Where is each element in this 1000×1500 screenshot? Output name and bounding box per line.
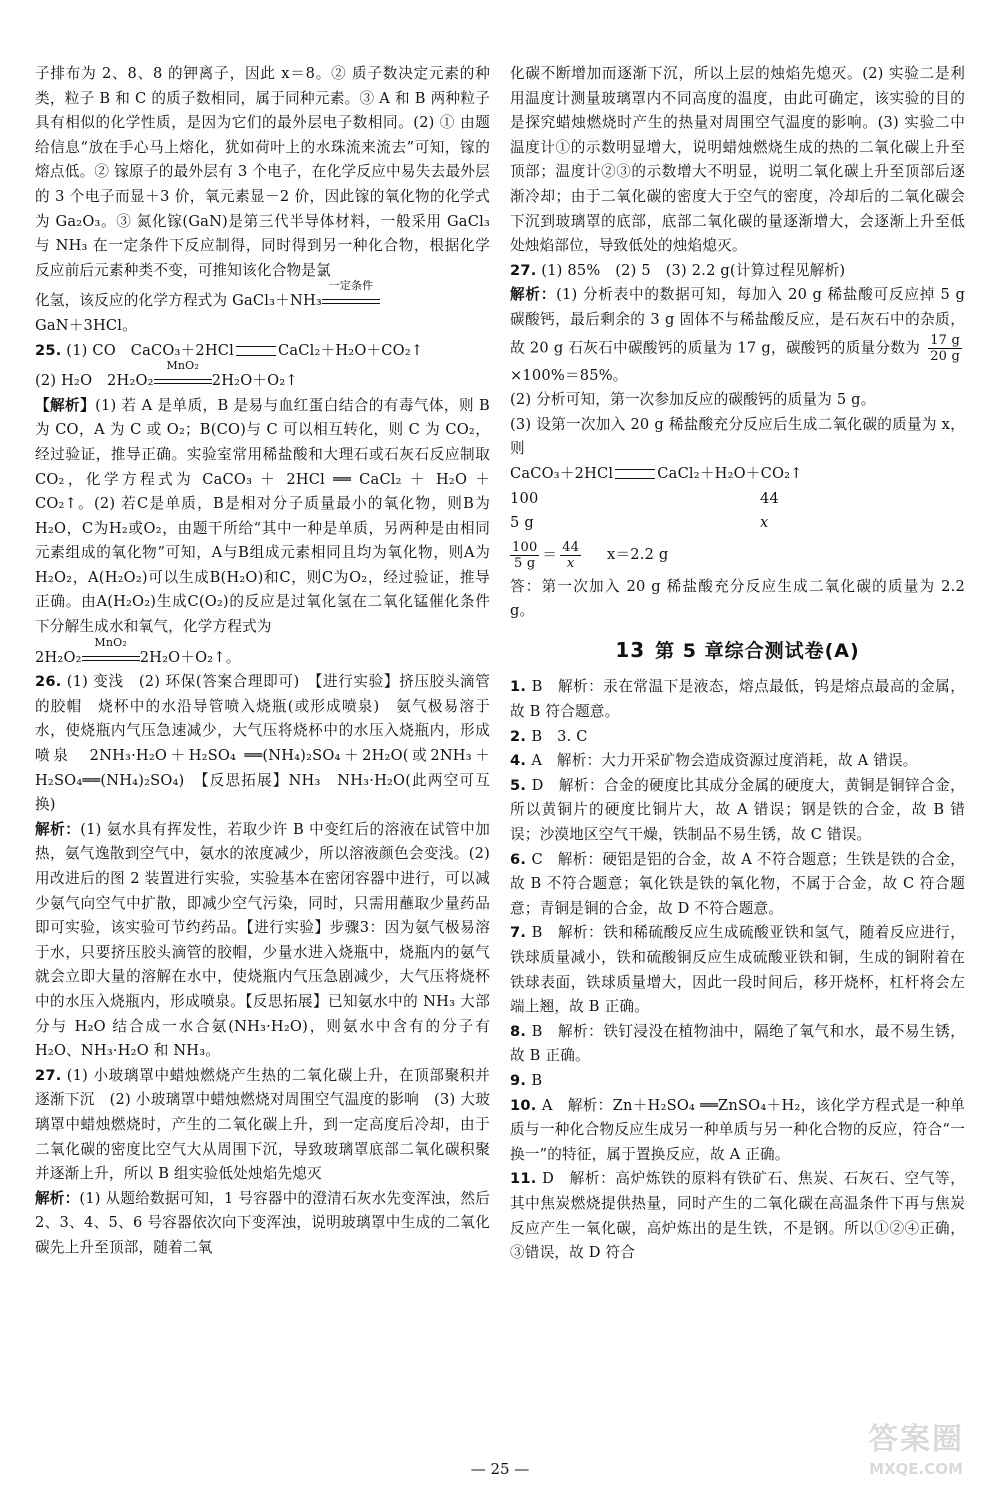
answer-line bbox=[35, 359, 490, 394]
condition-label: MnO₂ bbox=[94, 635, 127, 649]
question-number: 5. bbox=[510, 776, 532, 794]
proportion-line: $\frac{100}{5 g}$ ＝ $\frac{44}{x}$ x＝2.2 g bbox=[512, 539, 669, 571]
answer-text: A 解析：大力开采矿物会造成资源过度消耗，故 A 错误。 bbox=[531, 752, 918, 770]
answer-text: B 3. C bbox=[531, 727, 588, 745]
list-item bbox=[510, 848, 965, 922]
explanation-text: (2) 分析可知，第一次参加反应的碳酸钙的质量为 5 g。 bbox=[510, 391, 876, 409]
list-item bbox=[510, 1167, 965, 1265]
answer-text: B 解析：铁和稀硫酸反应生成硫酸亚铁和氢气，随着反应进行，铁球质量减小，铁和硫酸铜反应生成硫酸亚铁和铜，生成的铜附着在铁球表面，铁球质量增大，因此一段时间后，移开烧杯，杠杆将会左端上翘，故 B 正确。 bbox=[510, 924, 965, 1016]
answer-text: A 解析：Zn＋H₂SO₄ ══ZnSO₄＋H₂，该化学方程式是一种单质与一种化合物反应生成另一种单质与另一种化合物的反应，符合“一换一”的特征，属于置换反应，故 A 正确。 bbox=[510, 1096, 966, 1163]
list-item bbox=[510, 675, 965, 724]
explanation-label: 【解析】 bbox=[35, 396, 96, 414]
section-number: 13 bbox=[615, 637, 646, 662]
explanation-text: (1) 分析表中的数据可知，每加入 20 g 稀盐酸可反应掉 5 g 碳酸钙，最后剩余的 3 g 固体不与稀盐酸反应，是石灰石中的杂质，故 20 g 石灰石中碳酸钙的质量为 17 g，碳酸钙的质量分数为 bbox=[510, 286, 965, 357]
mass-row bbox=[510, 511, 965, 536]
result-text: x＝2.2 g bbox=[607, 546, 669, 564]
mass-row bbox=[510, 487, 965, 512]
left-column bbox=[35, 62, 490, 1261]
question-number: 2. bbox=[510, 727, 532, 745]
watermark-text: 答案圈 bbox=[868, 1422, 964, 1457]
mass-value: 100 bbox=[510, 489, 539, 507]
explanation-label: 解析： bbox=[35, 820, 81, 838]
condition-arrow bbox=[322, 279, 380, 308]
answer-text: B bbox=[531, 1071, 543, 1089]
question-number: 25. bbox=[35, 341, 62, 359]
right-column bbox=[510, 62, 965, 1266]
fraction bbox=[510, 540, 539, 571]
answer-list bbox=[510, 675, 965, 1265]
answer-paragraph: 化碳不断增加而逐渐下沉，所以上层的烛焰先熄灭。(2) 实验二是利用温度计测量玻璃罩内不同高度的温度，由此可确定，该实验的目的是探究蜡烛燃烧时产生的热量对周围空气温度的影响。(3) 实验二中温度计①的示数明显增大，说明蜡烛燃烧生成的热的二氧化碳上升至顶部；温度计②③的示数增大不明显，说明二氧化碳上升至顶部后逐渐冷却；由于二氧化碳的密度大于空气的密度，冷却后的二氧化碳会下沉到玻璃罩的底部，底部二氧化碳的量逐渐增大，会逐渐上升至低处烛焰部位，导致低处的烛焰熄灭。 bbox=[510, 65, 965, 255]
question-number: 4. bbox=[510, 752, 532, 770]
condition-label: MnO₂ bbox=[166, 359, 200, 373]
list-item bbox=[510, 749, 965, 774]
equation-line bbox=[35, 279, 490, 314]
question-number: 7. bbox=[510, 924, 532, 942]
explanation-label: 解析： bbox=[510, 286, 557, 304]
condition-arrow bbox=[82, 635, 140, 665]
question-number: 9. bbox=[510, 1071, 532, 1089]
section-heading bbox=[510, 638, 965, 664]
answer-statement: 答：第一次加入 20 g 稀盐酸充分反应生成二氧化碳的质量为 2.2 g。 bbox=[510, 577, 965, 620]
answer-text: (1) 小玻璃罩中蜡烛燃烧产生热的二氧化碳上升，在顶部聚积并逐渐下沉 (2) 小玻璃罩中蜡烛燃烧对周围空气温度的影响 (3) 大玻璃罩中蜡烛燃烧时，产生的二氧化碳上升，到一定高度后冷却，由于二氧化碳的密度比空气大从周围下沉，导致玻璃罩底部二氧化碳积聚并逐渐上升，所以 B 组实验低处烛焰先熄灭 bbox=[35, 1066, 490, 1183]
equals-sign bbox=[236, 346, 276, 356]
watermark-logo bbox=[850, 1420, 982, 1492]
explanation bbox=[35, 1187, 490, 1261]
fraction-denominator: x bbox=[566, 555, 575, 571]
answer-text: (1) 变浅 (2) 环保(答案合理即可) 【进行实验】挤压胶头滴管的胶帽 烧杯中的水沿导管喷入烧瓶(或形成喷泉) 氨气极易溶于水，使烧瓶内气压急速减少，大气压将烧杯中的水压入烧瓶内，形成喷泉 2NH₃·H₂O＋H₂SO₄ ══(NH₄)₂SO₄＋2H₂O(或2NH₃＋H₂SO₄══(NH₄)₂SO₄) 【反思拓展】NH₃ NH₃·H₂O(此两空可互换) bbox=[35, 673, 490, 814]
condition-arrow bbox=[154, 359, 212, 388]
explanation bbox=[35, 818, 490, 1064]
explanation-text: (1) 氨水具有挥发性，若取少许 B 中变红后的溶液在试管中加热，氨气逸散到空气中，氨水的浓度减少，所以溶液颜色会变浅。(2) 用改进后的图 2 装置进行实验，实验基本在密闭容器中进行，可以减少氨气向空气中扩散，即减少空气污染，同时，只需用蘸取少量药品即可实验，该实验可节约药品。【进行实验】步骤3：因为氨气极易溶于水，只要挤压胶头滴管的胶帽，少量水进入烧瓶中，烧瓶内的氨气就会立即大量的溶解在水中，使烧瓶内气压急剧减少，大气压将烧杯中的水压入烧瓶内，形成喷泉。【反思拓展】已知氨水中的 NH₃ 大部分与 H₂O 结合成一水合氨(NH₃·H₂O)，则氨水中含有的分子有 H₂O、NH₃·H₂O 和 NH₃。 bbox=[35, 820, 490, 1060]
fraction-numerator: 100 bbox=[512, 539, 538, 555]
question-27b bbox=[510, 259, 965, 284]
mass-value: x bbox=[760, 514, 769, 532]
fraction bbox=[928, 333, 962, 364]
answer-text: CaCl₂＋H₂O＋CO₂↑ bbox=[278, 341, 424, 359]
equation-line bbox=[510, 462, 965, 487]
page-number: — 25 — bbox=[470, 1460, 530, 1478]
list-item bbox=[510, 1094, 965, 1168]
explanation-text: ×100%＝85%。 bbox=[510, 366, 628, 384]
fraction-numerator: 44 bbox=[562, 539, 580, 555]
answer-text: C 解析：硬铝是铝的合金，故 A 不符合题意；生铁是铁的合金，故 B 不符合题意；氧化铁是铁的氧化物，不属于合金，故 C 符合题意；青铜是铜的合金，故 D 不符合题意。 bbox=[510, 850, 965, 917]
fraction-denominator: 20 g bbox=[930, 348, 960, 364]
equation-text: CaCl₂＋H₂O＋CO₂↑ bbox=[657, 464, 803, 482]
answer-text: B 解析：汞在常温下是液态，熔点最低，钨是熔点最高的金属，故 B 符合题意。 bbox=[510, 678, 965, 721]
question-number: 1. bbox=[510, 678, 532, 696]
mass-value: 5 g bbox=[510, 514, 534, 532]
fraction-denominator: 5 g bbox=[514, 555, 536, 571]
explanation-text: (1) 从题给数据可知，1 号容器中的澄清石灰水先变浑浊，然后 2、3、4、5、6 号容器依次向下变浑浊，说明玻璃罩中生成的二氧化碳先上升至顶部，随着二氧 bbox=[35, 1189, 490, 1256]
equation-text: 2H₂O＋O₂↑。 bbox=[139, 648, 241, 666]
section-title: 第 5 章综合测试卷(A) bbox=[655, 639, 860, 662]
fraction bbox=[560, 540, 581, 571]
watermark-url: MXQE.COM bbox=[869, 1460, 963, 1478]
answer-text: (1) CO CaCO₃＋2HCl bbox=[66, 341, 235, 359]
list-item bbox=[510, 921, 965, 1019]
equals-sign bbox=[615, 469, 655, 479]
question-number: 8. bbox=[510, 1022, 532, 1040]
question-number: 10. bbox=[510, 1096, 542, 1114]
list-item bbox=[510, 774, 965, 848]
equation-line bbox=[35, 635, 490, 671]
question-number: 27. bbox=[35, 1066, 62, 1084]
answer-text: 2H₂O＋O₂↑ bbox=[211, 372, 298, 390]
explanation bbox=[510, 283, 965, 388]
explanation-text: (1) 若 A 是单质，B 是易与血红蛋白结合的有毒气体，则 B 为 CO，A 为 C 或 O₂；B(CO)与 C 可以相互转化，则 C 为 CO₂，经过验证，推导正确。实验室常用稀盐酸和大理石或石灰石反应制取 CO₂，化学方程式为 CaCO₃ ＋ 2HCl ══ CaCl₂ ＋ H₂O ＋ CO₂↑。(2) 若C是单质，B是相对分子质量最小的氧化物，则B为H₂O，C为H₂或O₂，由题干所给“其中一种是单质，另两种是由相同元素组成的氧化物”可知，A与B组成元素相同且均为氧化物，则A为H₂O₂，A(H₂O₂)可以生成B(H₂O)和C，则C为O₂，经过验证，推导正确。由A(H₂O₂)生成C(O₂)的反应是过氧化氢在二氧化锰催化条件下分解生成水和氧气，化学方程式为 bbox=[35, 396, 490, 636]
question-25 bbox=[35, 339, 490, 364]
mass-value: 44 bbox=[760, 489, 779, 507]
equation-text: 化氢，该反应的化学方程式为 GaCl₃＋NH₃ bbox=[35, 292, 322, 310]
explanation-label: 解析： bbox=[35, 1189, 80, 1207]
equation-text: GaN＋3HCl。 bbox=[35, 316, 137, 334]
answer-text: D 解析：高炉炼铁的原料有铁矿石、焦炭、石灰石、空气等，其中焦炭燃烧提供热量，同时产生的二氧化碳在高温条件下再与焦炭反应产生一氧化碳，高炉炼出的是生铁，不是钢。所以①②④正确，③错误，故 D 符合 bbox=[510, 1170, 966, 1262]
question-number: 26. bbox=[35, 673, 62, 691]
explanation-text: (3) 设第一次加入 20 g 稀盐酸充分反应后生成二氧化碳的质量为 x，则 bbox=[510, 415, 965, 458]
answer-text: B 解析：铁钉浸没在植物油中，隔绝了氧气和水，最不易生锈，故 B 正确。 bbox=[510, 1022, 965, 1065]
fraction-numerator: 17 g bbox=[930, 332, 960, 348]
question-27 bbox=[35, 1064, 490, 1187]
question-number: 11. bbox=[510, 1170, 543, 1188]
equation-text: 2H₂O₂ bbox=[35, 648, 82, 666]
answer-text: D 解析：合金的硬度比其成分金属的硬度大，黄铜是铜锌合金，所以黄铜片的硬度比铜片大，故 A 错误；钢是铁的合金，故 B 错误；沙漠地区空气干燥，铁制品不易生锈，故 C 错误。 bbox=[510, 776, 965, 844]
explanation bbox=[35, 394, 490, 640]
list-item bbox=[510, 1020, 965, 1069]
answer-text: (1) 85% (2) 5 (3) 2.2 g(计算过程见解析) bbox=[541, 261, 846, 279]
list-item bbox=[510, 725, 965, 750]
answer-text: (2) H₂O 2H₂O₂ bbox=[35, 372, 154, 390]
question-number: 6. bbox=[510, 850, 532, 868]
condition-label: 一定条件 bbox=[328, 279, 374, 293]
question-number: 27. bbox=[510, 261, 537, 279]
equation-text: CaCO₃＋2HCl bbox=[510, 464, 614, 482]
answer-paragraph: 子排布为 2、8、8 的钾离子，因此 x＝8。② 质子数决定元素的种类，粒子 B 和 C 的质子数相同，属于同种元素。③ A 和 B 两种粒子具有相似的化学性质，是因为它们的最外层电子数相同。(2) ① 由题给信息“放在手心马上熔化，犹如荷叶上的水珠流来流去”可知，镓的熔点低。② 镓原子的最外层有 3 个电子，在化学反应中易失去最外层的 3 个电子而显＋3 价，氧元素显－2 价，因此镓的氧化物的化学式为 Ga₂O₃。③ 氮化镓(GaN)是第三代半导体材料，一般采用 GaCl₃ 与 NH₃ 在一定条件下反应制得，同时得到另一种化合物，根据化学反应前后元素种类不变，可推知该化合物是氯 bbox=[35, 65, 490, 279]
question-26 bbox=[35, 670, 490, 818]
list-item bbox=[510, 1069, 965, 1094]
